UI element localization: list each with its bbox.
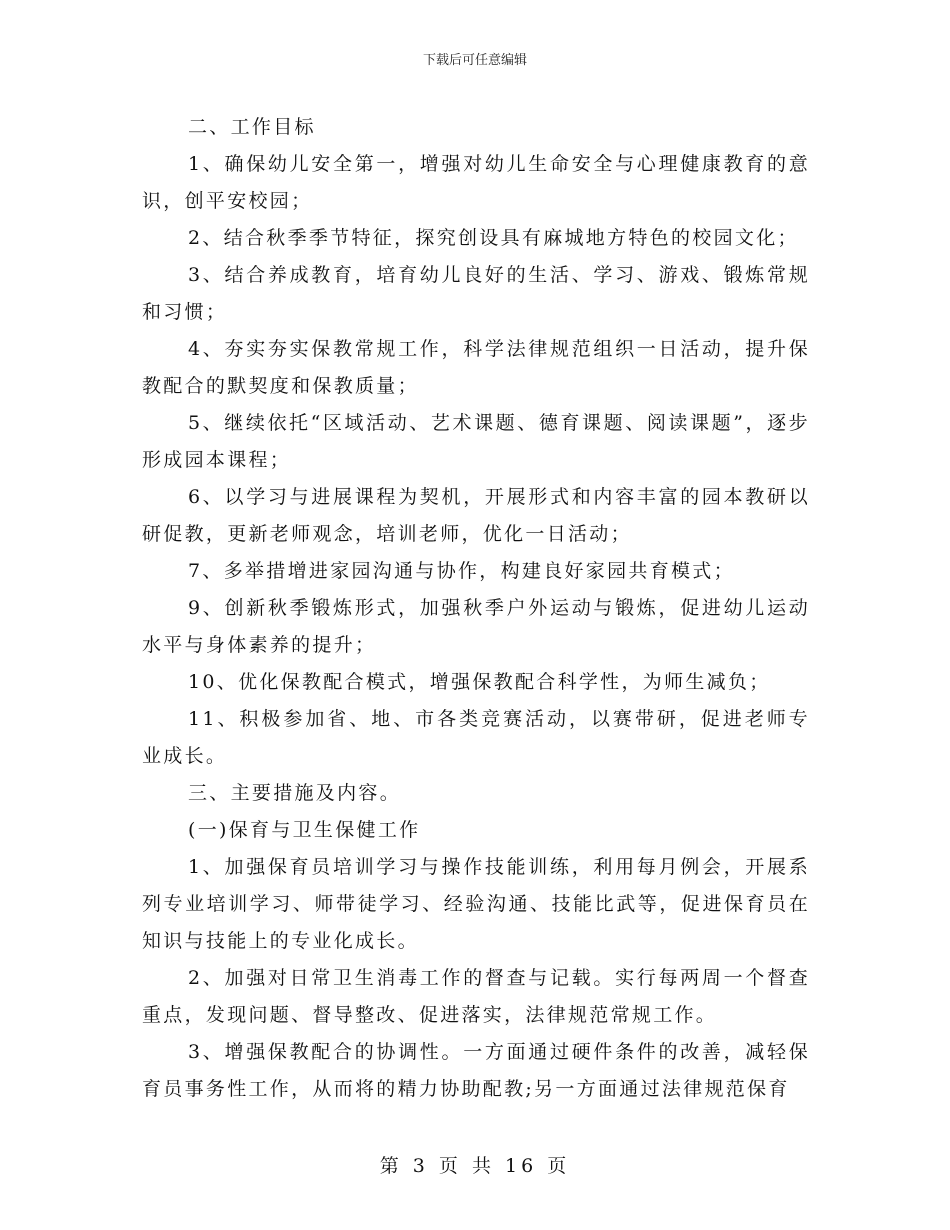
section-heading: 二、工作目标 [188,116,316,138]
paragraph: 9、创新秋季锻炼形式，加强秋季户外运动与锻炼，促进幼儿运动水平与身体素养的提升； [142,597,810,656]
subsection-heading: (一)保育与卫生保健工作 [188,819,421,841]
paragraph: 11、积极参加省、地、市各类竞赛活动，以赛带研，促进老师专业成长。 [142,708,810,767]
paragraph: 1、确保幼儿安全第一，增强对幼儿生命安全与心理健康教育的意识，创平安校园； [142,153,810,212]
paragraph: 10、优化保教配合模式，增强保教配合科学性，为师生减负； [188,671,771,693]
section-heading: 三、主要措施及内容。 [188,782,402,804]
paragraph: 5、继续依托“区域活动、艺术课题、德育课题、阅读课题”，逐步形成园本课程； [142,412,810,471]
paragraph: 3、增强保教配合的协调性。一方面通过硬件条件的改善，减轻保育员事务性工作，从而将的精力协助配教;另一方面通过法律规范保育 [142,1041,810,1100]
paragraph: 4、夯实夯实保教常规工作，科学法律规范组织一日活动，提升保教配合的默契度和保教质量； [142,338,810,397]
page-header: 下载后可任意编辑 [422,53,527,68]
document-body [142,109,810,1108]
paragraph: 6、以学习与进展课程为契机，开展形式和内容丰富的园本教研以研促教，更新老师观念，培训老师，优化一日活动； [142,486,810,545]
paragraph: 2、结合秋季季节特征，探究创设具有麻城地方特色的校园文化； [188,227,799,249]
paragraph: 7、多举措增进家园沟通与协作，构建良好家园共育模式； [188,560,735,582]
paragraph: 3、结合养成教育，培育幼儿良好的生活、学习、游戏、锻炼常规和习惯； [142,264,810,323]
page-footer: 第 3 页 共 16 页 [379,1155,571,1177]
paragraph: 2、加强对日常卫生消毒工作的督查与记载。实行每两周一个督查重点，发现问题、督导整改、促进落实，法律规范常规工作。 [142,967,810,1026]
paragraph: 1、加强保育员培训学习与操作技能训练，利用每月例会，开展系列专业培训学习、师带徒学习、经验沟通、技能比武等，促进保育员在知识与技能上的专业化成长。 [142,856,810,952]
